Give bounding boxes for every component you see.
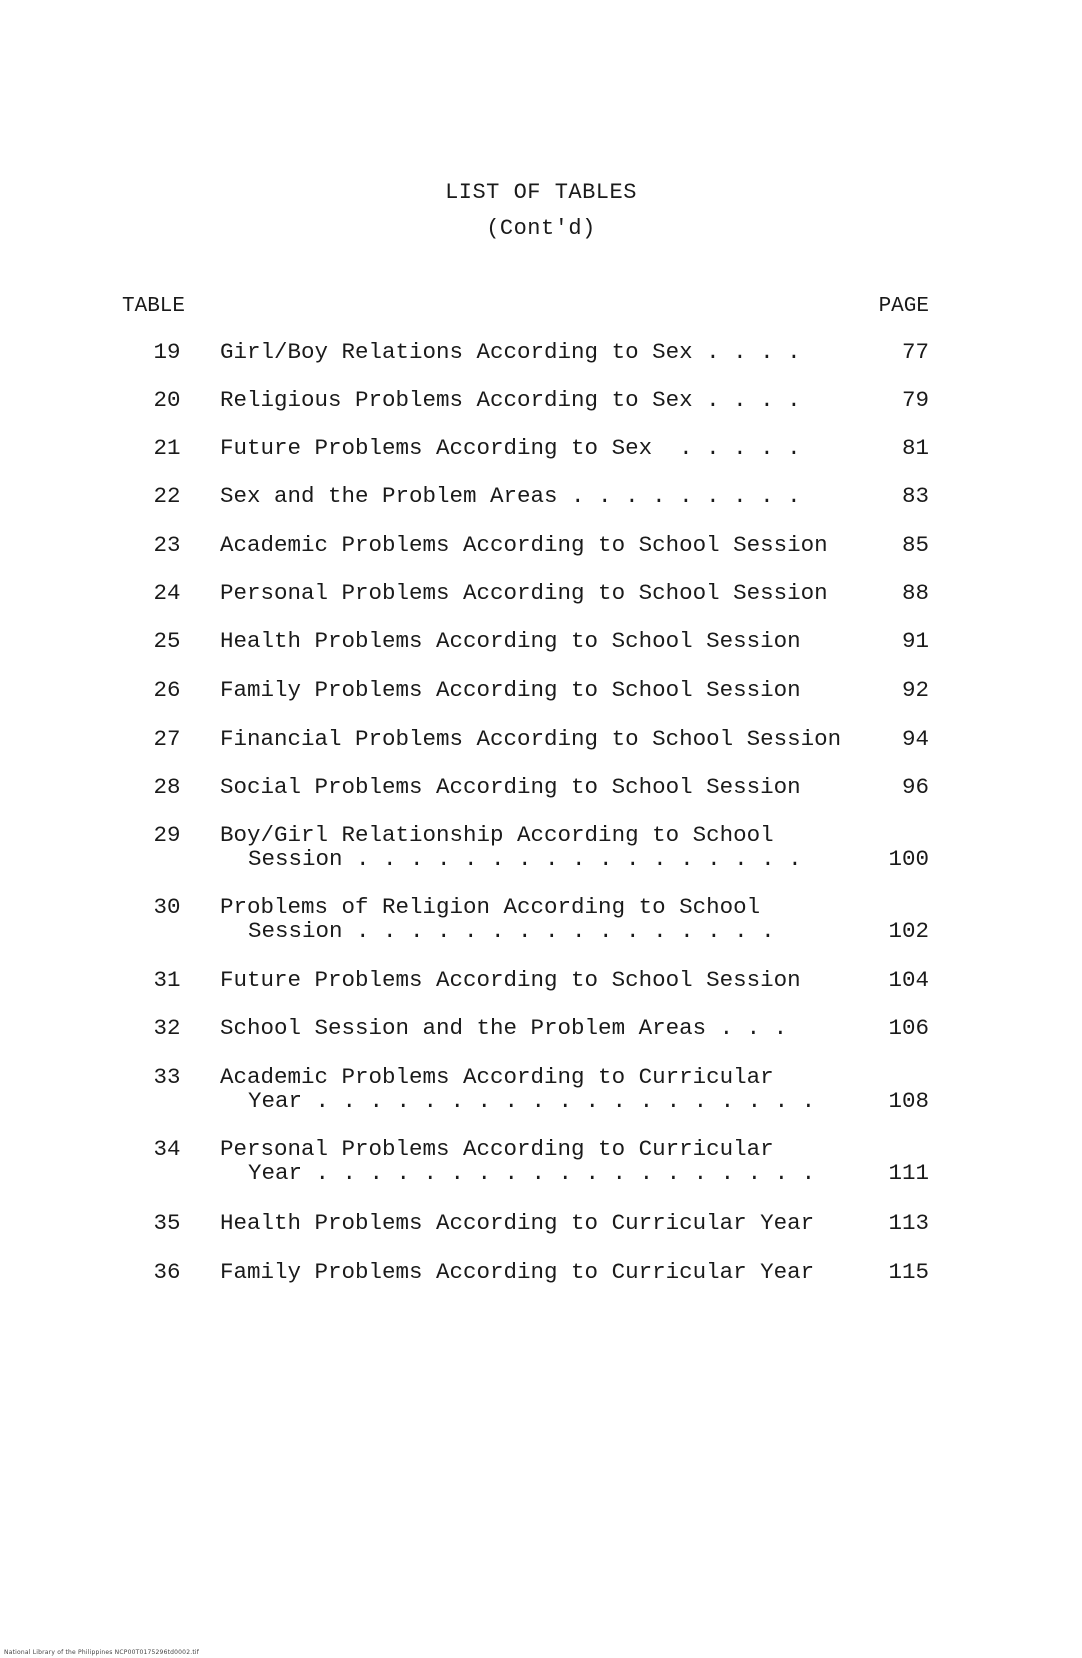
- table-title: [220, 678, 870, 702]
- table-title-line: Family Problems According to Curricular Year: [220, 1259, 815, 1285]
- page-number: 113: [888, 1210, 929, 1236]
- table-number: 29: [153, 822, 181, 848]
- page-number: 111: [888, 1160, 929, 1186]
- table-number: 25: [153, 628, 181, 654]
- table-number: 36: [153, 1259, 181, 1285]
- table-title-line: Health Problems According to Curricular Year: [220, 1210, 815, 1236]
- scan-footer: National Library of the Philippines NCP00T0175296td0002.tif: [4, 1649, 200, 1656]
- table-title: [220, 388, 870, 412]
- table-title: [220, 340, 870, 364]
- table-title: [220, 484, 870, 508]
- table-number: 33: [153, 1064, 181, 1090]
- page-number: 94: [901, 726, 929, 752]
- table-number: 31: [153, 967, 181, 993]
- table-title-line: Problems of Religion According to School: [220, 894, 761, 920]
- page-column-header: PAGE: [878, 295, 929, 318]
- table-title-line: Academic Problems According to Curricular: [220, 1064, 774, 1090]
- table-title: [220, 436, 870, 460]
- page-number: 108: [888, 1088, 929, 1114]
- table-number: 30: [153, 894, 181, 920]
- table-column-header: TABLE: [122, 295, 186, 318]
- table-title-line: Financial Problems According to School Session: [220, 726, 842, 752]
- table-title-line: Future Problems According to Sex . . . . .: [220, 435, 801, 461]
- table-title-line: Personal Problems According to Curricular: [220, 1136, 774, 1162]
- table-title-line: Boy/Girl Relationship According to School: [220, 822, 774, 848]
- table-title: [220, 629, 870, 653]
- table-title: [220, 1137, 870, 1185]
- table-number: 27: [153, 726, 181, 752]
- page-number: 102: [888, 918, 929, 944]
- table-title-line: School Session and the Problem Areas . . .: [220, 1015, 788, 1041]
- page-title: LIST OF TABLES: [445, 180, 637, 205]
- page-number: 88: [901, 580, 929, 606]
- table-title: [220, 895, 870, 943]
- table-number: 32: [153, 1015, 181, 1041]
- table-number: 21: [153, 435, 181, 461]
- table-title-continuation: Year . . . . . . . . . . . . . . . . . . .: [248, 1088, 816, 1114]
- table-title: [220, 1065, 870, 1113]
- page-number: 106: [888, 1015, 929, 1041]
- table-title: [220, 823, 870, 871]
- page-number: 96: [901, 774, 929, 800]
- table-title-line: Girl/Boy Relations According to Sex . . . .: [220, 339, 801, 365]
- page-number: 79: [901, 387, 929, 413]
- table-number: 35: [153, 1210, 181, 1236]
- table-number: 20: [153, 387, 181, 413]
- table-title-line: Sex and the Problem Areas . . . . . . . . .: [220, 483, 801, 509]
- table-title-line: Health Problems According to School Session: [220, 628, 801, 654]
- table-title: [220, 533, 870, 557]
- table-number: 24: [153, 580, 181, 606]
- table-title-line: Academic Problems According to School Session: [220, 532, 828, 558]
- page-number: 104: [888, 967, 929, 993]
- table-number: 22: [153, 483, 181, 509]
- page-number: 83: [901, 483, 929, 509]
- table-title-line: Religious Problems According to Sex . . . .: [220, 387, 801, 413]
- page-subtitle: (Cont'd): [486, 216, 596, 241]
- table-title: [220, 727, 870, 751]
- page-number: 115: [888, 1259, 929, 1285]
- table-title: [220, 968, 870, 992]
- table-title: [220, 1260, 870, 1284]
- table-title: [220, 1211, 870, 1235]
- table-title: [220, 775, 870, 799]
- table-title-line: Family Problems According to School Session: [220, 677, 801, 703]
- table-number: 23: [153, 532, 181, 558]
- page-number: 91: [901, 628, 929, 654]
- page-number: 92: [901, 677, 929, 703]
- table-number: 26: [153, 677, 181, 703]
- table-title-continuation: Session . . . . . . . . . . . . . . . . .: [248, 846, 802, 872]
- table-title-continuation: Session . . . . . . . . . . . . . . . .: [248, 918, 775, 944]
- table-title-continuation: Year . . . . . . . . . . . . . . . . . . .: [248, 1160, 816, 1186]
- table-title-line: Personal Problems According to School Session: [220, 580, 828, 606]
- page-number: 77: [901, 339, 929, 365]
- page-number: 85: [901, 532, 929, 558]
- table-title-line: Social Problems According to School Session: [220, 774, 801, 800]
- table-title: [220, 1016, 870, 1040]
- table-title-line: Future Problems According to School Session: [220, 967, 801, 993]
- table-number: 28: [153, 774, 181, 800]
- table-number: 34: [153, 1136, 181, 1162]
- page-number: 100: [888, 846, 929, 872]
- page-number: 81: [901, 435, 929, 461]
- table-title: [220, 581, 870, 605]
- table-number: 19: [153, 339, 181, 365]
